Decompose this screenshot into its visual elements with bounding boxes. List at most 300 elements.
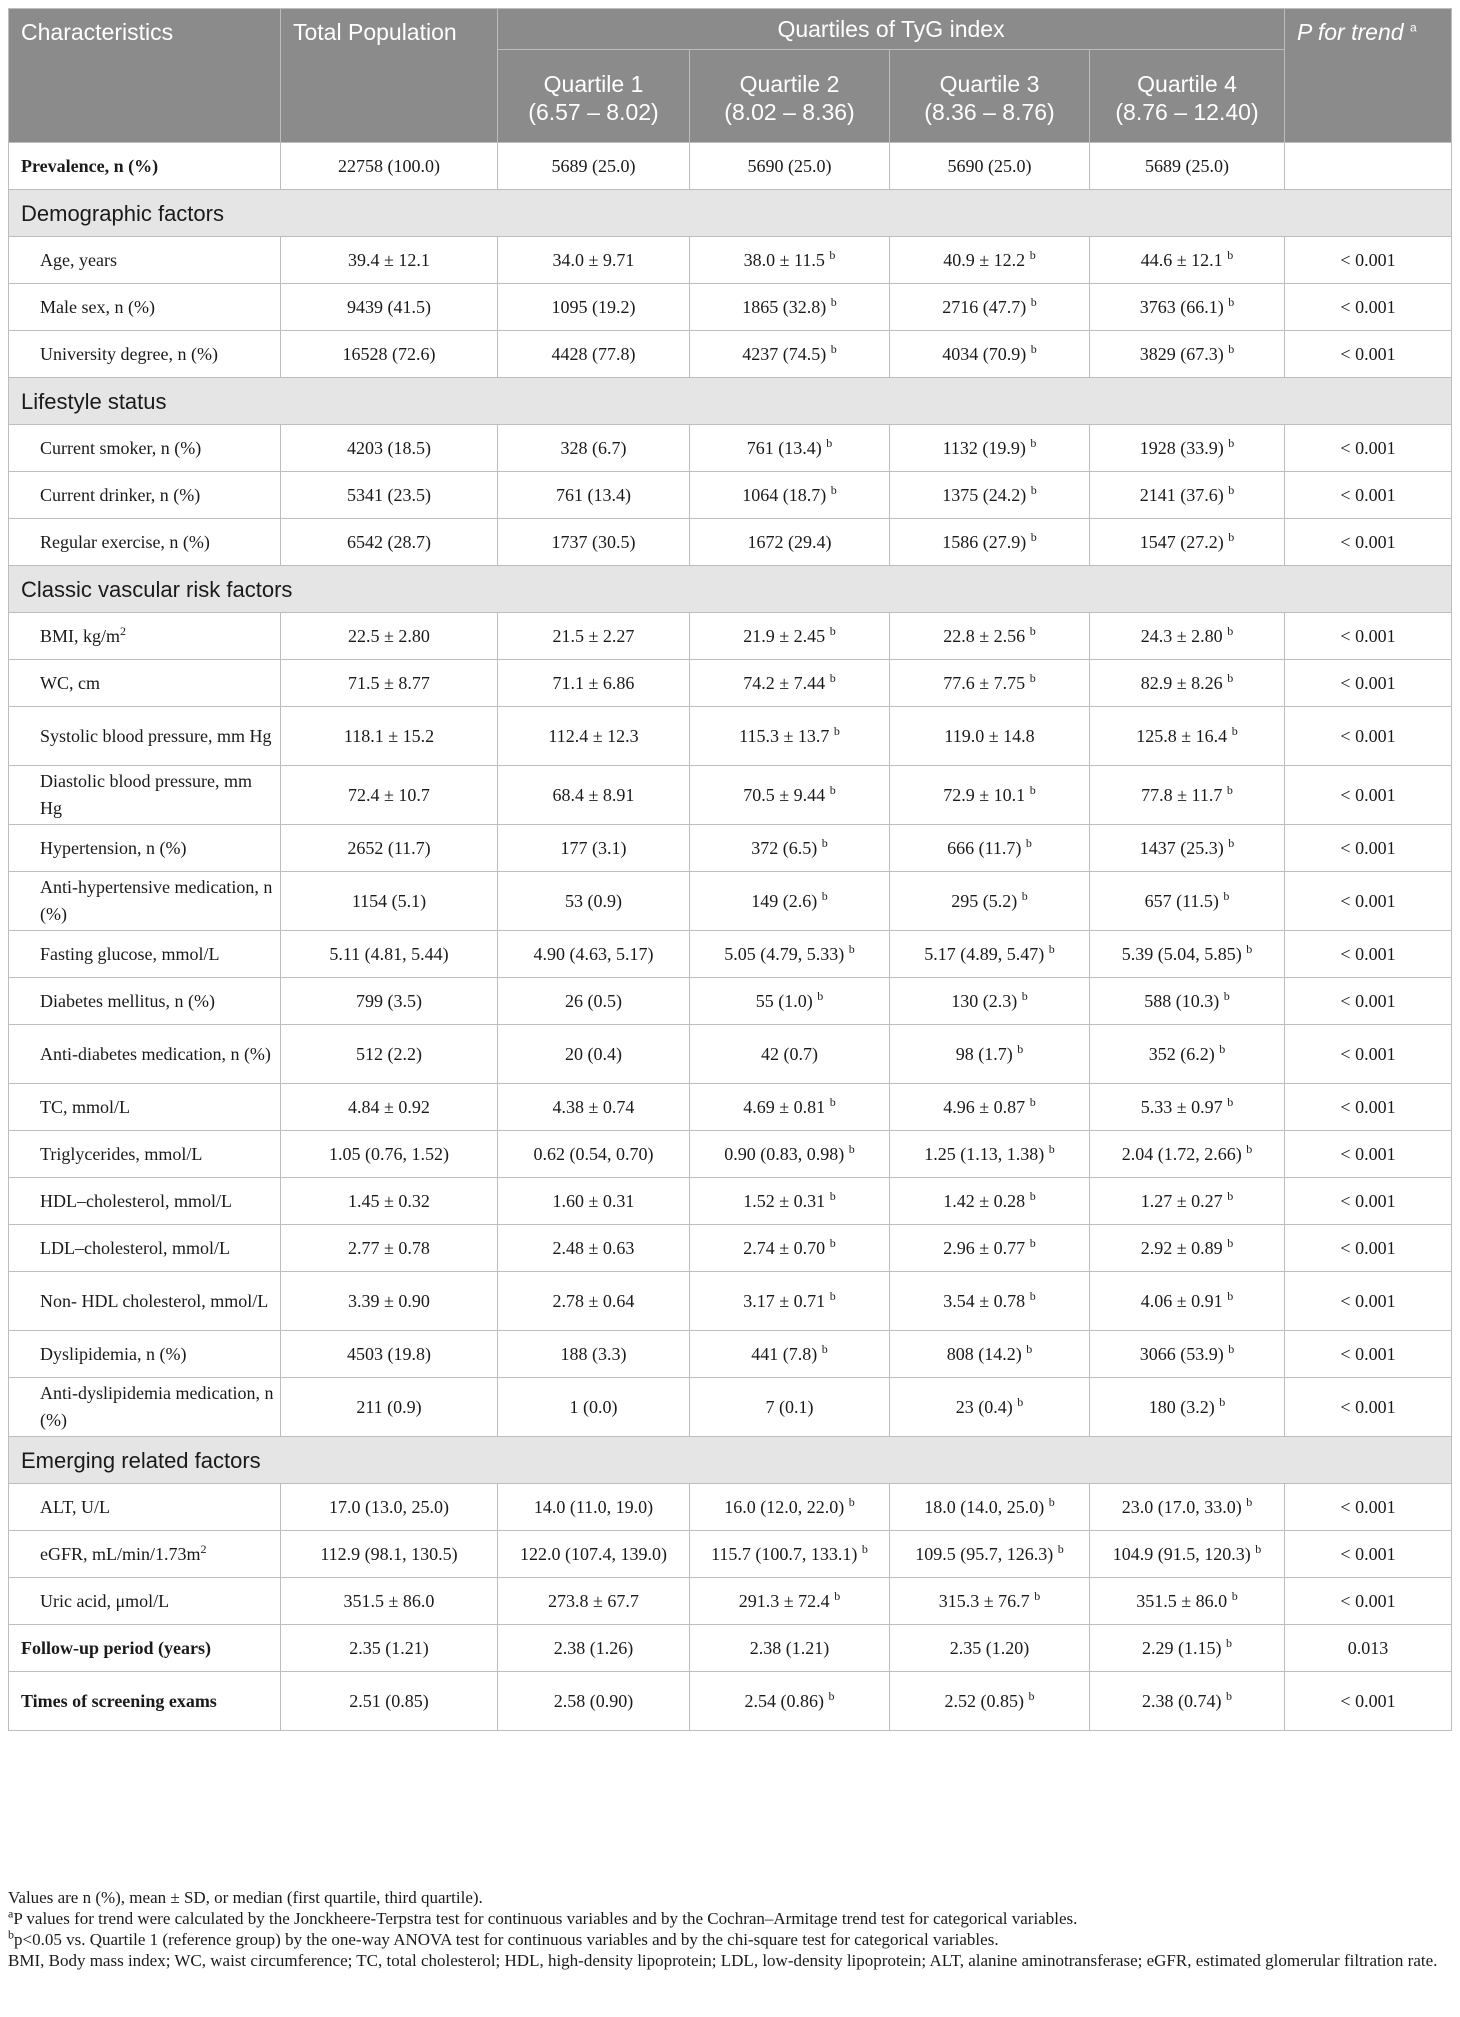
cell-value: 26 (0.5) (565, 990, 622, 1011)
row-label-text: Hypertension, n (%) (40, 837, 187, 858)
cell-value: 22758 (100.0) (338, 155, 440, 176)
cell-quartile-3 (890, 1625, 1090, 1672)
cell-p-trend (1285, 766, 1452, 825)
cell-value: 4428 (77.8) (551, 343, 636, 364)
cell-quartile-2 (690, 1672, 890, 1731)
cell-value: 761 (13.4) (746, 437, 822, 458)
row-label (9, 872, 281, 931)
cell-value: 588 (10.3) (1144, 990, 1220, 1011)
quartile-name: Quartile 3 (939, 71, 1040, 97)
cell-value: 22.5 ± 2.80 (348, 625, 430, 646)
significance-marker: b (829, 782, 836, 797)
col-header-quartile-1 (498, 50, 690, 143)
cell-value: 112.9 (98.1, 130.5) (320, 1543, 458, 1564)
row-label-text: Anti-hypertensive medication, n (%) (40, 877, 273, 924)
cell-value: 2.92 ± 0.89 (1140, 1237, 1223, 1258)
row-label-text: Uric acid, μmol/L (40, 1590, 170, 1611)
cell-value: < 0.001 (1340, 1290, 1396, 1311)
row-label (9, 931, 281, 978)
row-label-text: Current drinker, n (%) (40, 484, 201, 505)
significance-marker: b (861, 1541, 868, 1556)
cell-value: < 0.001 (1340, 1237, 1396, 1258)
significance-marker: b (817, 988, 824, 1003)
cell-p-trend (1285, 825, 1452, 872)
cell-p-trend (1285, 519, 1452, 566)
significance-marker: b (1227, 670, 1234, 685)
row-label-text: Follow-up period (years) (21, 1637, 211, 1658)
cell-quartile-3 (890, 931, 1090, 978)
cell-quartile-3 (890, 237, 1090, 284)
cell-value: < 0.001 (1340, 837, 1396, 858)
cell-quartile-3 (890, 825, 1090, 872)
significance-marker: b (829, 1094, 836, 1109)
cell-total (281, 1178, 498, 1225)
cell-quartile-2 (690, 425, 890, 472)
cell-value: 22.8 ± 2.56 (943, 625, 1026, 646)
cell-value: < 0.001 (1340, 890, 1396, 911)
cell-p-trend (1285, 1378, 1452, 1437)
cell-value: 130 (2.3) (951, 990, 1018, 1011)
significance-marker: b (1034, 1588, 1041, 1603)
cell-quartile-4 (1090, 1625, 1285, 1672)
cell-value: 1064 (18.7) (742, 484, 827, 505)
significance-marker: b (1057, 1541, 1064, 1556)
significance-marker: b (1025, 835, 1032, 850)
section-row (9, 190, 1452, 237)
significance-marker: b (1227, 1094, 1234, 1109)
cell-quartile-3 (890, 872, 1090, 931)
cell-value: < 0.001 (1340, 343, 1396, 364)
cell-p-trend (1285, 143, 1452, 190)
cell-value: 23 (0.4) (955, 1396, 1013, 1417)
significance-marker: b (1227, 247, 1234, 262)
cell-value: 112.4 ± 12.3 (548, 725, 639, 746)
significance-marker: b (1048, 941, 1055, 956)
cell-value: 1.27 ± 0.27 (1140, 1190, 1223, 1211)
significance-marker: b (1227, 1188, 1234, 1203)
section-label: Demographic factors (9, 190, 1452, 237)
cell-value: 1672 (29.4) (747, 531, 832, 552)
cell-quartile-4 (1090, 284, 1285, 331)
table-row (9, 1131, 1452, 1178)
cell-total (281, 472, 498, 519)
cell-value: 24.3 ± 2.80 (1140, 625, 1223, 646)
cell-quartile-3 (890, 1084, 1090, 1131)
significance-marker: b (1223, 888, 1230, 903)
significance-marker: b (1029, 1288, 1036, 1303)
cell-value: 2141 (37.6) (1139, 484, 1224, 505)
section-label: Emerging related factors (9, 1437, 1452, 1484)
row-label-text: Triglycerides, mmol/L (40, 1143, 203, 1164)
cell-quartile-1 (498, 1225, 690, 1272)
cell-value: 4034 (70.9) (942, 343, 1027, 364)
cell-quartile-1 (498, 1672, 690, 1731)
row-label (9, 707, 281, 766)
table-row (9, 1084, 1452, 1131)
cell-quartile-2 (690, 472, 890, 519)
cell-quartile-3 (890, 1484, 1090, 1531)
cell-total (281, 331, 498, 378)
cell-quartile-1 (498, 1531, 690, 1578)
significance-marker: b (821, 1341, 828, 1356)
cell-value: 352 (6.2) (1148, 1043, 1215, 1064)
table-row (9, 1272, 1452, 1331)
significance-marker: b (848, 1494, 855, 1509)
cell-quartile-3 (890, 1331, 1090, 1378)
cell-value: 2.58 (0.90) (553, 1690, 634, 1711)
row-label-text: Current smoker, n (%) (40, 437, 202, 458)
cell-value: 1 (0.0) (569, 1396, 618, 1417)
row-label-text: Anti-dyslipidemia medication, n (%) (40, 1383, 274, 1430)
cell-total (281, 978, 498, 1025)
cell-value: < 0.001 (1340, 784, 1396, 805)
cell-quartile-1 (498, 660, 690, 707)
row-label (9, 766, 281, 825)
cell-quartile-3 (890, 978, 1090, 1025)
row-label (9, 1131, 281, 1178)
cell-value: 71.5 ± 8.77 (348, 672, 430, 693)
cell-value: 3.39 ± 0.90 (348, 1290, 430, 1311)
cell-value: < 0.001 (1340, 1043, 1396, 1064)
cell-p-trend (1285, 1331, 1452, 1378)
cell-value: 98 (1.7) (955, 1043, 1013, 1064)
cell-value: 3763 (66.1) (1139, 296, 1224, 317)
quartile-range: (8.36 – 8.76) (924, 99, 1055, 125)
significance-marker: b (1029, 623, 1036, 638)
significance-marker: b (829, 247, 836, 262)
row-label (9, 143, 281, 190)
cell-value: 1154 (5.1) (351, 890, 427, 911)
significance-marker: b (1255, 1541, 1262, 1556)
significance-marker: b (1028, 1688, 1035, 1703)
significance-marker: b (830, 294, 837, 309)
cell-quartile-3 (890, 284, 1090, 331)
cell-value: 21.9 ± 2.45 (743, 625, 826, 646)
cell-value: 1095 (19.2) (551, 296, 636, 317)
cell-value: 1437 (25.3) (1139, 837, 1224, 858)
quartile-range: (8.02 – 8.36) (724, 99, 855, 125)
row-label-text: HDL–cholesterol, mmol/L (40, 1190, 232, 1211)
cell-value: 1.60 ± 0.31 (552, 1190, 635, 1211)
cell-value: 55 (1.0) (755, 990, 813, 1011)
cell-quartile-2 (690, 519, 890, 566)
row-label (9, 1531, 281, 1578)
row-label (9, 1578, 281, 1625)
col-header-total-population: Total Population (281, 9, 498, 143)
row-label (9, 1378, 281, 1437)
cell-quartile-1 (498, 237, 690, 284)
table-row (9, 237, 1452, 284)
table-row (9, 825, 1452, 872)
cell-quartile-2 (690, 825, 890, 872)
cell-quartile-4 (1090, 143, 1285, 190)
table-row (9, 872, 1452, 931)
cell-total (281, 1531, 498, 1578)
table-row (9, 1331, 1452, 1378)
cell-value: 16.0 (12.0, 22.0) (724, 1496, 845, 1517)
cell-value: 2.29 (1.15) (1142, 1637, 1222, 1658)
row-label-text: Systolic blood pressure, mm Hg (40, 725, 272, 746)
section-row (9, 566, 1452, 613)
cell-total (281, 1378, 498, 1437)
footnote-abbreviations: BMI, Body mass index; WC, waist circumference; TC, total cholesterol; HDL, high-density lipoprotein; LDL, low-density lipoprotein; ALT, alanine aminotransferase; eGFR, estimated glomerular filtration rate. (8, 1951, 1438, 1970)
quartile-name: Quartile 4 (1137, 71, 1237, 97)
table-row (9, 472, 1452, 519)
cell-quartile-3 (890, 707, 1090, 766)
cell-value: 5.33 ± 0.97 (1140, 1096, 1223, 1117)
significance-marker: b (828, 1688, 835, 1703)
significance-marker: b (821, 888, 828, 903)
table-row (9, 1531, 1452, 1578)
significance-marker: b (848, 1141, 855, 1156)
cell-value: 4503 (19.8) (347, 1343, 431, 1364)
cell-value: 4.06 ± 0.91 (1140, 1290, 1223, 1311)
cell-value: < 0.001 (1340, 943, 1396, 964)
cell-value: < 0.001 (1340, 725, 1396, 746)
cell-quartile-1 (498, 519, 690, 566)
row-label (9, 1672, 281, 1731)
cell-quartile-4 (1090, 472, 1285, 519)
footnote-a-text: P values for trend were calculated by the Jonckheere-Terpstra test for continuous variables and by the Cochran–Armitage trend test for categorical variables. (13, 1909, 1078, 1928)
cell-quartile-1 (498, 1025, 690, 1084)
cell-value: 118.1 ± 15.2 (343, 725, 435, 746)
cell-value: 5.11 (4.81, 5.44) (329, 943, 449, 964)
row-label-text: eGFR, mL/min/1.73m (40, 1543, 201, 1564)
cell-quartile-3 (890, 1225, 1090, 1272)
cell-p-trend (1285, 931, 1452, 978)
table-row (9, 660, 1452, 707)
cell-quartile-1 (498, 872, 690, 931)
row-label (9, 1272, 281, 1331)
significance-marker: b (1228, 341, 1235, 356)
significance-marker: b (1048, 1141, 1055, 1156)
row-label (9, 978, 281, 1025)
significance-marker: b (1231, 1588, 1238, 1603)
cell-quartile-1 (498, 978, 690, 1025)
significance-marker: b (1231, 723, 1238, 738)
cell-value: 68.4 ± 8.91 (552, 784, 635, 805)
table-row (9, 1672, 1452, 1731)
cell-p-trend (1285, 331, 1452, 378)
table-row (9, 707, 1452, 766)
cell-total (281, 825, 498, 872)
cell-value: 44.6 ± 12.1 (1140, 249, 1223, 270)
row-label-text: BMI, kg/m (40, 625, 121, 646)
table-body (9, 143, 1452, 1731)
cell-value: 2716 (47.7) (942, 296, 1027, 317)
cell-value: 799 (3.5) (356, 990, 422, 1011)
cell-value: 2.35 (1.20) (949, 1637, 1030, 1658)
cell-value: 1737 (30.5) (551, 531, 636, 552)
row-label (9, 1484, 281, 1531)
cell-value: 3.54 ± 0.78 (943, 1290, 1026, 1311)
cell-value: 441 (7.8) (751, 1343, 818, 1364)
cell-value: 4203 (18.5) (347, 437, 431, 458)
quartile-name: Quartile 1 (543, 71, 644, 97)
cell-quartile-2 (690, 978, 890, 1025)
cell-quartile-1 (498, 472, 690, 519)
cell-value: 109.5 (95.7, 126.3) (915, 1543, 1054, 1564)
quartile-range: (8.76 – 12.40) (1115, 99, 1259, 125)
cell-value: 14.0 (11.0, 19.0) (533, 1496, 654, 1517)
cell-value: 2.74 ± 0.70 (743, 1237, 826, 1258)
cell-quartile-4 (1090, 1131, 1285, 1178)
row-label-text: Fasting glucose, mmol/L (40, 943, 220, 964)
cell-value: 1.05 (0.76, 1.52) (329, 1143, 449, 1164)
significance-marker: b (1228, 835, 1235, 850)
cell-quartile-2 (690, 143, 890, 190)
cell-quartile-1 (498, 331, 690, 378)
cell-value: 42 (0.7) (761, 1043, 818, 1064)
cell-p-trend (1285, 237, 1452, 284)
cell-value: 1865 (32.8) (742, 296, 827, 317)
row-label-sup: 2 (120, 623, 127, 638)
significance-marker: b (1029, 1094, 1036, 1109)
cell-p-trend (1285, 1625, 1452, 1672)
cell-value: 2.52 (0.85) (944, 1690, 1024, 1711)
row-label (9, 284, 281, 331)
table-row (9, 1178, 1452, 1225)
cell-quartile-3 (890, 766, 1090, 825)
cell-quartile-2 (690, 1025, 890, 1084)
cell-quartile-1 (498, 1578, 690, 1625)
cell-quartile-1 (498, 707, 690, 766)
footnote-b (8, 1929, 1451, 1950)
row-label-text: Times of screening exams (21, 1690, 217, 1711)
cell-value: 40.9 ± 12.2 (943, 249, 1026, 270)
cell-quartile-1 (498, 284, 690, 331)
table-row (9, 931, 1452, 978)
significance-marker: b (1021, 988, 1028, 1003)
cell-value: 7 (0.1) (765, 1396, 814, 1417)
row-label-text: University degree, n (%) (40, 343, 218, 364)
row-label-text: Age, years (40, 249, 117, 270)
cell-quartile-1 (498, 425, 690, 472)
cell-quartile-3 (890, 1378, 1090, 1437)
cell-p-trend (1285, 978, 1452, 1025)
significance-marker: b (1246, 941, 1253, 956)
cell-quartile-3 (890, 613, 1090, 660)
significance-marker: b (1030, 482, 1037, 497)
cell-quartile-2 (690, 931, 890, 978)
cell-value: 4.90 (4.63, 5.17) (533, 943, 654, 964)
row-label-text: Diabetes mellitus, n (%) (40, 990, 215, 1011)
cell-total (281, 1484, 498, 1531)
cell-quartile-3 (890, 472, 1090, 519)
significance-marker: b (1226, 782, 1233, 797)
row-label (9, 425, 281, 472)
cell-p-trend (1285, 1531, 1452, 1578)
table-header (9, 9, 1452, 143)
cell-value: < 0.001 (1340, 437, 1396, 458)
cell-total (281, 1625, 498, 1672)
cell-quartile-4 (1090, 1331, 1285, 1378)
cell-total (281, 931, 498, 978)
cell-value: 808 (14.2) (946, 1343, 1022, 1364)
cell-quartile-4 (1090, 978, 1285, 1025)
significance-marker: b (1029, 1235, 1036, 1250)
cell-quartile-3 (890, 519, 1090, 566)
cell-total (281, 1331, 498, 1378)
cell-value: < 0.001 (1340, 484, 1396, 505)
cell-quartile-2 (690, 1625, 890, 1672)
cell-quartile-4 (1090, 519, 1285, 566)
row-label-text: Male sex, n (%) (40, 296, 155, 317)
quartile-range: (6.57 – 8.02) (528, 99, 659, 125)
cell-value: 273.8 ± 67.7 (548, 1590, 639, 1611)
cell-total (281, 1672, 498, 1731)
significance-marker: b (829, 1288, 836, 1303)
significance-marker: b (829, 1235, 836, 1250)
table-row (9, 284, 1452, 331)
cell-quartile-4 (1090, 1084, 1285, 1131)
cell-value: 0.90 (0.83, 0.98) (724, 1143, 845, 1164)
cell-value: 149 (2.6) (751, 890, 818, 911)
cell-value: 2652 (11.7) (347, 837, 431, 858)
cell-p-trend (1285, 1025, 1452, 1084)
cell-quartile-4 (1090, 660, 1285, 707)
cell-quartile-2 (690, 1331, 890, 1378)
cell-value: 9439 (41.5) (347, 296, 431, 317)
table-row (9, 1578, 1452, 1625)
cell-total (281, 284, 498, 331)
cell-value: 77.6 ± 7.75 (943, 672, 1026, 693)
cell-quartile-4 (1090, 872, 1285, 931)
significance-marker: b (834, 1588, 841, 1603)
cell-quartile-1 (498, 1484, 690, 1531)
cell-total (281, 1131, 498, 1178)
cell-value: < 0.001 (1340, 1096, 1396, 1117)
cell-p-trend (1285, 1225, 1452, 1272)
footnote-a (8, 1908, 1451, 1929)
cell-value: 351.5 ± 86.0 (1136, 1590, 1228, 1611)
cell-value: < 0.001 (1340, 296, 1396, 317)
cell-quartile-1 (498, 1625, 690, 1672)
cell-value: 5.39 (5.04, 5.85) (1121, 943, 1242, 964)
cell-p-trend (1285, 613, 1452, 660)
cell-value: < 0.001 (1340, 1190, 1396, 1211)
cell-quartile-2 (690, 1225, 890, 1272)
cell-value: 104.9 (91.5, 120.3) (1112, 1543, 1251, 1564)
significance-marker: b (1228, 435, 1235, 450)
cell-value: < 0.001 (1340, 990, 1396, 1011)
cell-p-trend (1285, 660, 1452, 707)
table-row (9, 766, 1452, 825)
cell-value: 125.8 ± 16.4 (1136, 725, 1228, 746)
cell-p-trend (1285, 284, 1452, 331)
cell-quartile-2 (690, 1578, 890, 1625)
col-header-quartile-3 (890, 50, 1090, 143)
row-label-text: Diastolic blood pressure, mm Hg (40, 771, 252, 818)
significance-marker: b (1029, 670, 1036, 685)
cell-value: < 0.001 (1340, 1396, 1396, 1417)
cell-value: 2.96 ± 0.77 (943, 1237, 1026, 1258)
cell-value: < 0.001 (1340, 1343, 1396, 1364)
cell-value: 74.2 ± 7.44 (743, 672, 826, 693)
cell-p-trend (1285, 872, 1452, 931)
cell-value: 1.25 (1.13, 1.38) (924, 1143, 1045, 1164)
col-header-quartiles-group: Quartiles of TyG index (498, 9, 1285, 50)
cell-quartile-2 (690, 872, 890, 931)
cell-total (281, 237, 498, 284)
cell-value: 71.1 ± 6.86 (552, 672, 635, 693)
cell-total (281, 1578, 498, 1625)
cell-total (281, 1084, 498, 1131)
cell-value: < 0.001 (1340, 1543, 1396, 1564)
cell-value: 18.0 (14.0, 25.0) (924, 1496, 1045, 1517)
cell-quartile-2 (690, 766, 890, 825)
cell-value: 38.0 ± 11.5 (743, 249, 825, 270)
